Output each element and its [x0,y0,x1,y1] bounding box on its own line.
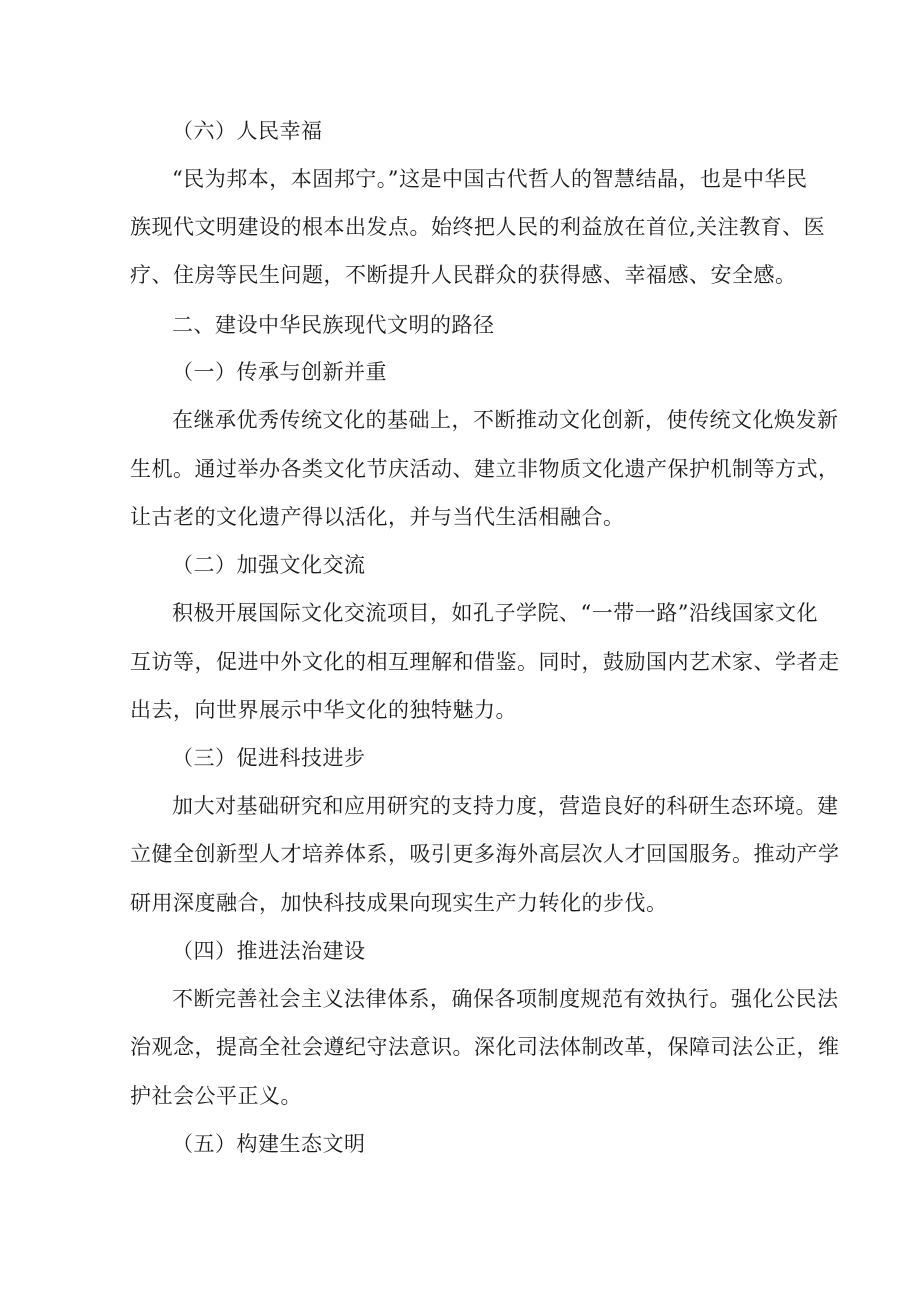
paragraph-line: 在继承优秀传统文化的基础上，不断推动文化创新，使传统文化焕发新 [172,408,839,432]
section-heading-people-happiness: （六）人民幸福 [172,119,323,143]
paragraph-line: “民为邦本，本固邦宁。”这是中国古代哲人的智慧结晶，也是中华民 [172,167,808,191]
paragraph-line: 出去，向世界展示中华文化的独特魅力。 [130,698,517,722]
paragraph-line: 加大对基础研究和应用研究的支持力度，营造良好的科研生态环境。建 [172,794,839,818]
section-heading-inheritance-innovation: （一）传承与创新并重 [172,360,387,384]
section-heading-rule-of-law: （四）推进法治建设 [172,939,366,963]
paragraph-line: 生机。通过举办各类文化节庆活动、建立非物质文化遗产保护机制等方式， [130,457,840,481]
section-heading-tech-progress: （三）促进科技进步 [172,746,366,770]
paragraph-line: 研用深度融合，加快科技成果向现实生产力转化的步伐。 [130,891,668,915]
paragraph-line: 立健全创新型人才培养体系，吸引更多海外高层次人才回国服务。推动产学 [130,842,840,866]
section-heading-ecological-civilization: （五）构建生态文明 [172,1132,366,1156]
paragraph-line: 护社会公平正义。 [130,1084,302,1108]
paragraph-line: 积极开展国际文化交流项目，如孔子学院、“一带一路”沿线国家文化 [172,601,818,625]
paragraph-line: 互访等，促进中外文化的相互理解和借鉴。同时，鼓励国内艺术家、学者走 [130,650,840,674]
paragraph-line: 治观念，提高全社会遵纪守法意识。深化司法体制改革，保障司法公正，维 [130,1035,840,1059]
section-heading-cultural-exchange: （二）加强文化交流 [172,553,366,577]
paragraph-line: 族现代文明建设的根本出发点。始终把人民的利益放在首位,关注教育、医 [130,215,826,239]
paragraph-line: 让古老的文化遗产得以活化，并与当代生活相融合。 [130,505,625,529]
paragraph-line: 疗、住房等民生问题，不断提升人民群众的获得感、幸福感、安全感。 [130,263,797,287]
paragraph-line: 不断完善社会主义法律体系，确保各项制度规范有效执行。强化公民法 [172,987,839,1011]
chapter-heading-path: 二、建设中华民族现代文明的路径 [172,313,495,337]
